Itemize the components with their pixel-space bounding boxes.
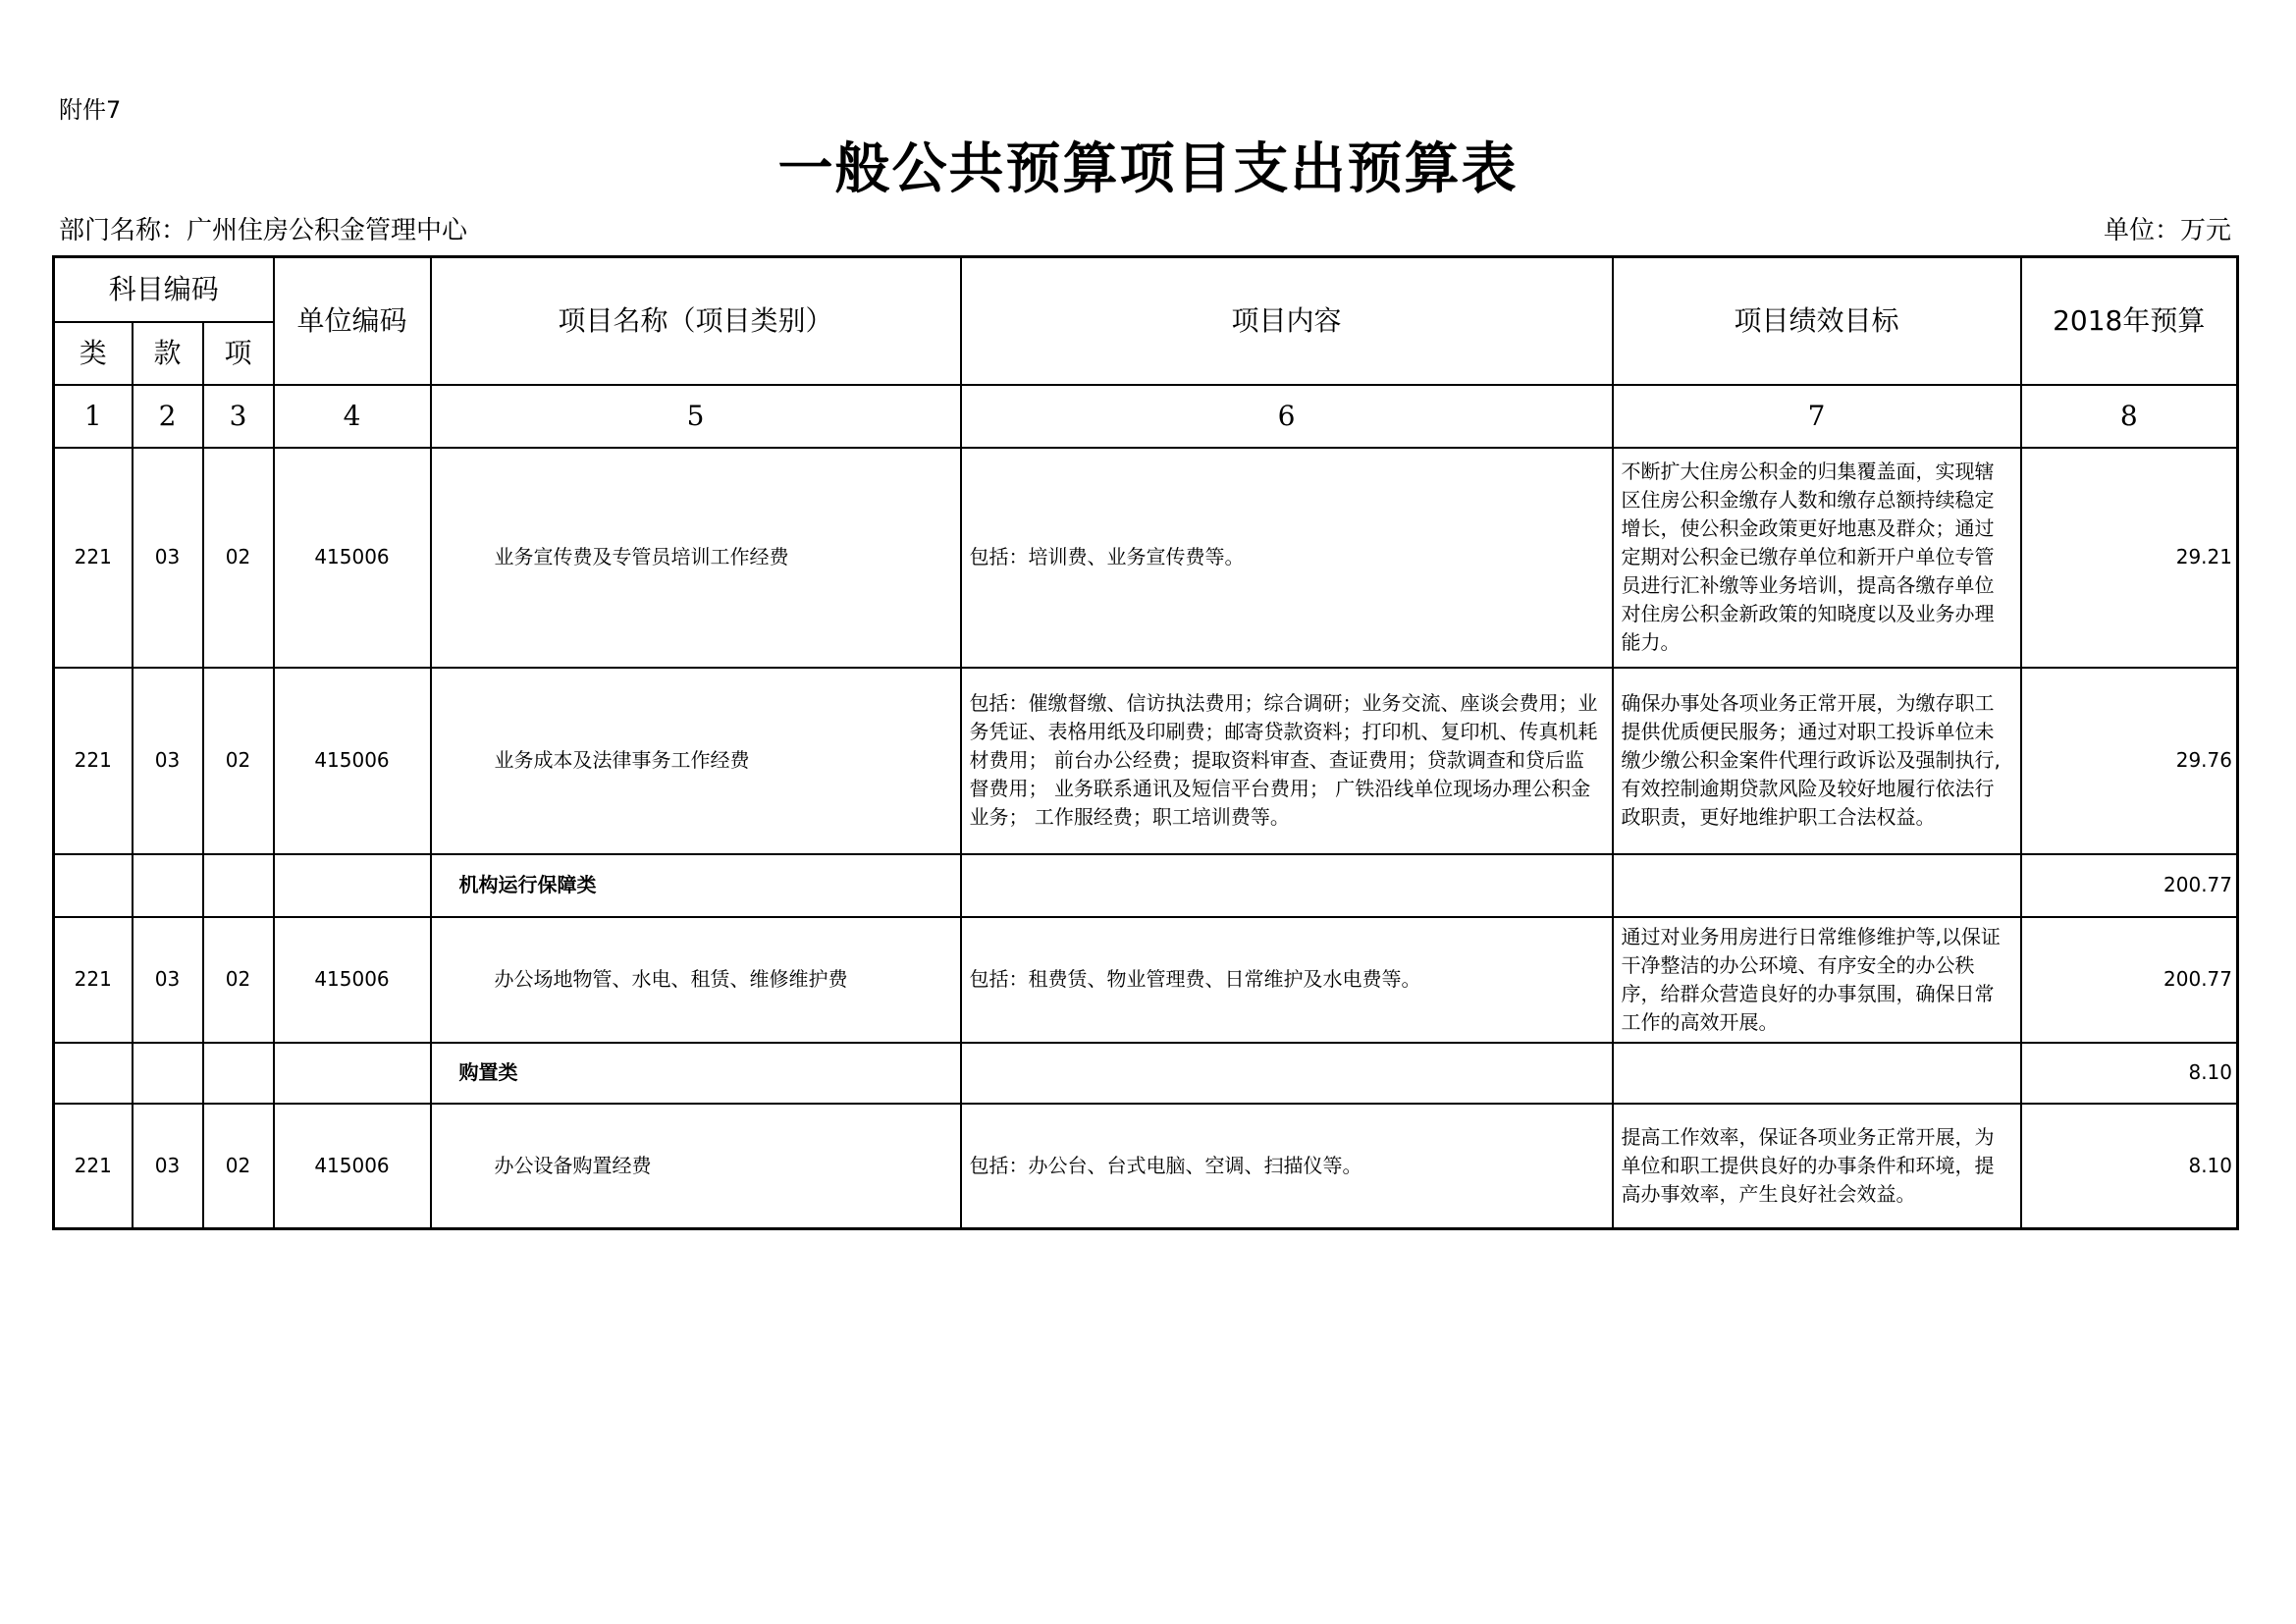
cell-xiang: 02: [203, 917, 274, 1043]
cell-performance-goal: 确保办事处各项业务正常开展，为缴存职工提供优质便民服务；通过对职工投诉单位未缴少缴公积金案件代理行政诉讼及强制执行,有效控制逾期贷款风险及较好地履行依法行政职责，更好地维护职工合法权益。: [1613, 668, 2021, 854]
cell-amount: 200.77: [2021, 917, 2238, 1043]
cell-lei: 221: [54, 668, 133, 854]
table-row: [54, 1104, 2238, 1229]
cell-unit-code: 415006: [274, 448, 431, 668]
category-row: [54, 1043, 2238, 1104]
header-project-content: 项目内容: [961, 257, 1613, 385]
cell-unit-code: 415006: [274, 917, 431, 1043]
header-project-name: 项目名称（项目类别）: [431, 257, 961, 385]
header-budget-2018: 2018年预算: [2021, 257, 2238, 385]
page-title: 一般公共预算项目支出预算表: [777, 136, 1519, 201]
cell-project-name: 业务宣传费及专管员培训工作经费: [431, 448, 961, 668]
department-name: 部门名称：广州住房公积金管理中心: [59, 216, 468, 245]
cell-kuan: 03: [133, 1104, 203, 1229]
attachment-label: 附件7: [59, 96, 122, 124]
cell-xiang: 02: [203, 1104, 274, 1229]
cell-amount: 8.10: [2021, 1104, 2238, 1229]
cell-kuan: 03: [133, 917, 203, 1043]
cell-xiang: 02: [203, 668, 274, 854]
col-number: 7: [1613, 385, 2021, 448]
cell-unit-code: 415006: [274, 1104, 431, 1229]
table-row: [54, 448, 2238, 668]
cell-performance-goal: 提高工作效率，保证各项业务正常开展，为单位和职工提供良好的办事条件和环境，提高办事效率，产生良好社会效益。: [1613, 1104, 2021, 1229]
cell-kuan: 03: [133, 668, 203, 854]
header-lei: 类: [54, 322, 133, 385]
cell-category: 机构运行保障类: [431, 854, 961, 917]
col-number: 8: [2021, 385, 2238, 448]
budget-table: [52, 255, 2239, 1230]
category-row: [54, 854, 2238, 917]
cell-project-content: 包括：催缴督缴、信访执法费用；综合调研；业务交流、座谈会费用；业务凭证、表格用纸及印刷费；邮寄贷款资料；打印机、复印机、传真机耗材费用； 前台办公经费；提取资料审查、查证费用；贷款调查和贷后监督费用； 业务联系通讯及短信平台费用； 广铁沿线单位现场办理公积金业务； 工作服经费；职工培训费等。: [961, 668, 1613, 854]
col-number: 4: [274, 385, 431, 448]
cell-project-name: 办公设备购置经费: [431, 1104, 961, 1229]
cell-project-content: 包括：培训费、业务宣传费等。: [961, 448, 1613, 668]
cell-project-name: 业务成本及法律事务工作经费: [431, 668, 961, 854]
cell-kuan: 03: [133, 448, 203, 668]
cell-project-content: 包括：办公台、台式电脑、空调、扫描仪等。: [961, 1104, 1613, 1229]
col-number: 1: [54, 385, 133, 448]
col-number: 3: [203, 385, 274, 448]
cell-xiang: 02: [203, 448, 274, 668]
cell-lei: 221: [54, 917, 133, 1043]
cell-lei: 221: [54, 448, 133, 668]
cell-amount: 29.21: [2021, 448, 2238, 668]
col-number: 2: [133, 385, 203, 448]
header-performance-goal: 项目绩效目标: [1613, 257, 2021, 385]
cell-project-content: 包括：租费赁、物业管理费、日常维护及水电费等。: [961, 917, 1613, 1043]
table-row: [54, 917, 2238, 1043]
cell-lei: 221: [54, 1104, 133, 1229]
header-kuan: 款: [133, 322, 203, 385]
cell-amount: 200.77: [2021, 854, 2238, 917]
header-xiang: 项: [203, 322, 274, 385]
cell-unit-code: 415006: [274, 668, 431, 854]
cell-amount: 8.10: [2021, 1043, 2238, 1104]
cell-category: 购置类: [431, 1043, 961, 1104]
table-row: [54, 668, 2238, 854]
cell-amount: 29.76: [2021, 668, 2238, 854]
cell-performance-goal: 通过对业务用房进行日常维修维护等,以保证干净整洁的办公环境、有序安全的办公秩序，给群众营造良好的办事氛围，确保日常工作的高效开展。: [1613, 917, 2021, 1043]
cell-performance-goal: 不断扩大住房公积金的归集覆盖面，实现辖区住房公积金缴存人数和缴存总额持续稳定增长，使公积金政策更好地惠及群众；通过定期对公积金已缴存单位和新开户单位专管员进行汇补缴等业务培训，提高各缴存单位对住房公积金新政策的知晓度以及业务办理能力。: [1613, 448, 2021, 668]
col-number: 5: [431, 385, 961, 448]
header-subject-code: 科目编码: [54, 257, 274, 322]
column-number-row: [54, 385, 2238, 448]
cell-project-name: 办公场地物管、水电、租赁、维修维护费: [431, 917, 961, 1043]
header-unit-code: 单位编码: [274, 257, 431, 385]
unit-label: 单位：万元: [2103, 216, 2231, 245]
col-number: 6: [961, 385, 1613, 448]
